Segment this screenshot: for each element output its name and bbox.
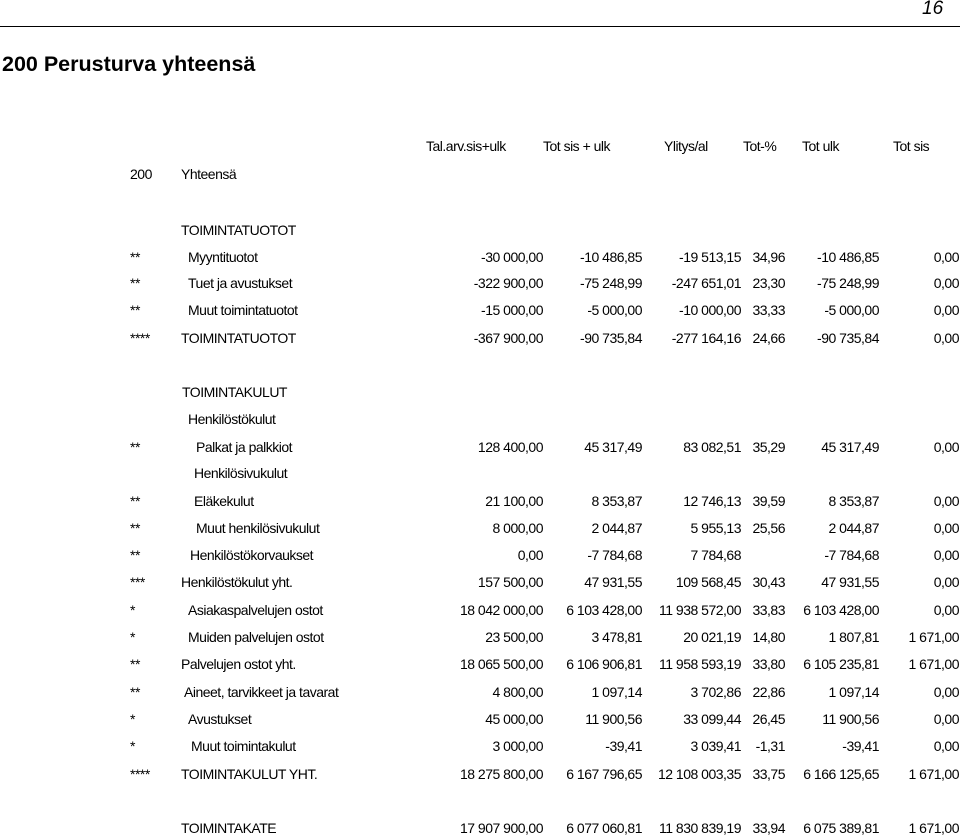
row-label: Asiakaspalvelujen ostot [188,602,323,618]
external-cell: 6 105 235,81 [803,656,879,672]
budget-cell: 8 000,00 [492,520,543,536]
internal-cell: 0,00 [933,275,959,291]
table-row [0,599,960,621]
table-row [0,219,960,241]
table-row [0,681,960,703]
table-row [0,462,960,484]
row-label: Eläkekulut [194,493,254,509]
variance-cell: -247 651,01 [671,275,741,291]
external-cell: -7 784,68 [824,547,879,563]
internal-cell: 0,00 [933,330,959,346]
external-cell: 1 097,14 [828,684,879,700]
variance-cell: 7 784,68 [690,547,741,563]
external-cell: -5 000,00 [824,302,879,318]
percent-cell: -1,31 [755,738,785,754]
column-header: Ylitys/al [664,138,708,154]
table-row [0,517,960,539]
budget-cell: -322 900,00 [473,275,543,291]
variance-cell: -10 000,00 [679,302,741,318]
budget-cell: 18 275 800,00 [459,766,543,782]
external-cell: 2 044,87 [828,520,879,536]
row-marker: ** [130,547,140,563]
row-marker: ** [130,520,140,536]
external-cell: 1 807,81 [828,629,879,645]
budget-cell: -15 000,00 [481,302,543,318]
budget-cell: 21 100,00 [485,493,543,509]
external-cell: -39,41 [842,738,879,754]
unit-name: Yhteensä [181,166,237,182]
row-marker: ** [130,684,140,700]
percent-cell: 33,94 [752,820,785,836]
external-cell: -75 248,99 [817,275,879,291]
row-label: Aineet, tarvikkeet ja tavarat [184,684,339,700]
row-marker: ** [130,275,140,291]
row-label: Henkilösivukulut [194,465,288,481]
internal-cell: 0,00 [933,520,959,536]
table-row [0,299,960,321]
row-marker: * [130,711,135,727]
external-cell: 6 166 125,65 [803,766,879,782]
internal-cell: 1 671,00 [908,766,959,782]
actual-cell: 2 044,87 [591,520,642,536]
variance-cell: -19 513,15 [679,249,741,265]
budget-cell: 0,00 [517,547,543,563]
actual-cell: -39,41 [605,738,642,754]
table-row [0,735,960,757]
actual-cell: 3 478,81 [591,629,642,645]
percent-cell: 26,45 [752,711,785,727]
percent-cell: 23,30 [752,275,785,291]
actual-cell: 45 317,49 [584,439,642,455]
row-label: TOIMINTAKULUT YHT. [181,766,318,782]
table-row [0,327,960,349]
internal-cell: 0,00 [933,574,959,590]
external-cell: 11 900,56 [822,711,879,727]
variance-cell: 20 021,19 [683,629,741,645]
column-header-row [0,135,960,157]
external-cell: 6 103 428,00 [803,602,879,618]
row-marker: *** [130,574,145,590]
percent-cell: 25,56 [752,520,785,536]
table-row [0,763,960,785]
internal-cell: 0,00 [933,711,959,727]
budget-cell: 18 042 000,00 [459,602,543,618]
row-marker: ** [130,302,140,318]
row-marker: * [130,629,135,645]
percent-cell: 34,96 [752,249,785,265]
internal-cell: 0,00 [933,493,959,509]
percent-cell: 35,29 [752,439,785,455]
budget-cell: 157 500,00 [477,574,543,590]
internal-cell: 0,00 [933,249,959,265]
column-header: Tot sis [893,138,930,154]
column-header: Tal.arv.sis+ulk [426,138,506,154]
row-label: Palvelujen ostot yht. [181,656,296,672]
row-marker: * [130,738,135,754]
percent-cell: 33,83 [752,602,785,618]
table-row [0,653,960,675]
row-marker: **** [130,766,150,782]
row-label: Henkilöstökorvaukset [190,547,314,563]
variance-cell: 109 568,45 [675,574,741,590]
budget-cell: 3 000,00 [492,738,543,754]
table-row [0,626,960,648]
variance-cell: 12 746,13 [683,493,741,509]
internal-cell: 0,00 [933,439,959,455]
actual-cell: -5 000,00 [587,302,642,318]
external-cell: -90 735,84 [817,330,879,346]
internal-cell: 0,00 [933,302,959,318]
table-row [0,246,960,268]
header-rule [0,26,960,27]
variance-cell: 12 108 003,35 [657,766,741,782]
row-label: Avustukset [188,711,252,727]
row-marker: ** [130,439,140,455]
actual-cell: 6 167 796,65 [566,766,642,782]
percent-cell: 33,75 [752,766,785,782]
internal-cell: 0,00 [933,547,959,563]
variance-cell: 5 955,13 [690,520,741,536]
row-label: Henkilöstökulut yht. [181,574,293,590]
external-cell: 45 317,49 [821,439,879,455]
table-row [0,408,960,430]
budget-cell: 128 400,00 [477,439,543,455]
row-marker: ** [130,249,140,265]
row-label: TOIMINTAKATE [181,820,277,836]
row-marker: * [130,602,135,618]
table-row [0,381,960,403]
column-header: Tot sis + ulk [543,138,611,154]
internal-cell: 1 671,00 [908,820,959,836]
percent-cell: 14,80 [752,629,785,645]
actual-cell: 47 931,55 [584,574,642,590]
internal-cell: 1 671,00 [908,656,959,672]
budget-cell: 4 800,00 [492,684,543,700]
percent-cell: 30,43 [752,574,785,590]
row-label: Muut henkilösivukulut [196,520,320,536]
external-cell: 47 931,55 [821,574,879,590]
row-marker: ** [130,656,140,672]
row-label: Palkat ja palkkiot [196,439,293,455]
table-row [0,490,960,512]
internal-cell: 0,00 [933,738,959,754]
table-row [0,571,960,593]
row-marker: ** [130,493,140,509]
actual-cell: -75 248,99 [580,275,642,291]
external-cell: 8 353,87 [828,493,879,509]
table-row [0,817,960,839]
percent-cell: 22,86 [752,684,785,700]
actual-cell: 6 103 428,00 [566,602,642,618]
budget-cell: -367 900,00 [473,330,543,346]
variance-cell: 83 082,51 [683,439,741,455]
table-row [0,708,960,730]
row-label: Muut toimintakulut [191,738,296,754]
variance-cell: 11 830 839,19 [659,820,741,836]
table-row [0,544,960,566]
variance-cell: -277 164,16 [671,330,741,346]
actual-cell: 6 106 906,81 [566,656,642,672]
percent-cell: 39,59 [752,493,785,509]
variance-cell: 11 958 593,19 [659,656,741,672]
percent-cell: 33,33 [752,302,785,318]
budget-cell: -30 000,00 [481,249,543,265]
column-header: Tot ulk [802,138,839,154]
row-label: TOIMINTAKULUT [182,384,287,400]
actual-cell: 1 097,14 [591,684,642,700]
variance-cell: 11 938 572,00 [659,602,741,618]
actual-cell: 8 353,87 [591,493,642,509]
internal-cell: 0,00 [933,684,959,700]
column-header: Tot-% [743,138,777,154]
unit-code: 200 [130,166,152,182]
actual-cell: 11 900,56 [585,711,642,727]
table-row [0,272,960,294]
row-marker: **** [130,330,150,346]
unit-row [0,163,960,185]
external-cell: -10 486,85 [817,249,879,265]
table-row [0,436,960,458]
actual-cell: -10 486,85 [580,249,642,265]
external-cell: 6 075 389,81 [803,820,879,836]
budget-cell: 18 065 500,00 [459,656,543,672]
actual-cell: -7 784,68 [587,547,642,563]
actual-cell: 6 077 060,81 [566,820,642,836]
budget-cell: 45 000,00 [485,711,543,727]
variance-cell: 33 099,44 [683,711,741,727]
page-number: 16 [922,0,944,19]
row-label: Henkilöstökulut [188,411,276,427]
row-label: Muiden palvelujen ostot [188,629,324,645]
row-label: Myyntituotot [188,249,258,265]
row-label: TOIMINTATUOTOT [181,222,296,238]
page-title: 200 Perusturva yhteensä [2,52,256,76]
row-label: Tuet ja avustukset [188,275,293,291]
variance-cell: 3 702,86 [690,684,741,700]
budget-cell: 17 907 900,00 [459,820,543,836]
internal-cell: 1 671,00 [908,629,959,645]
percent-cell: 33,80 [752,656,785,672]
percent-cell: 24,66 [752,330,785,346]
budget-cell: 23 500,00 [485,629,543,645]
actual-cell: -90 735,84 [580,330,642,346]
row-label: Muut toimintatuotot [188,302,298,318]
internal-cell: 0,00 [933,602,959,618]
row-label: TOIMINTATUOTOT [181,330,296,346]
variance-cell: 3 039,41 [690,738,741,754]
